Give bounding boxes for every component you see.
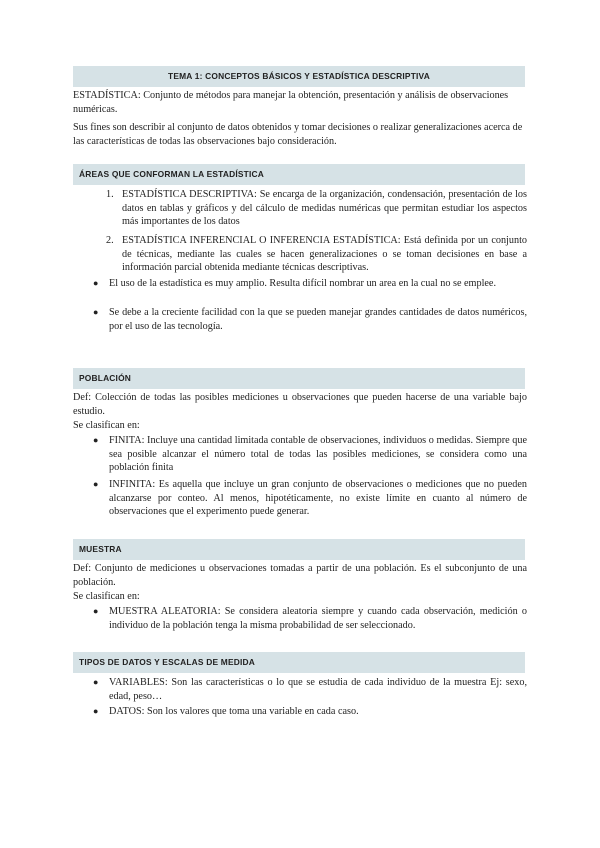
poblacion-classify: Se clasifican en:: [73, 420, 140, 431]
bullet-icon: ●: [93, 677, 99, 687]
bullet-icon: ●: [93, 706, 99, 716]
list-item-infinita: INFINITA: Es aquella que incluye un gran conjunto de observaciones o mediciones que no pueden alcanzarse por conteo. Al menos, hipotéticamente, no existe límite en cuanto al número de observaciones que el experimento puede generar.: [109, 479, 527, 518]
list-item-finita: FINITA: Incluye una cantidad limitada contable de observaciones, individuos o medidas. Siempre que sea posible alcanzar el número total de todas las posibles mediciones, se considera como una población finita: [109, 435, 527, 474]
page-title: TEMA 1: CONCEPTOS BÁSICOS Y ESTADÍSTICA DESCRIPTIVA: [73, 66, 525, 87]
bullet-icon: ●: [93, 278, 99, 288]
estadistica-definition: ESTADÍSTICA: Conjunto de métodos para manejar la obtención, presentación y análisis de observaciones numéricas.: [73, 90, 509, 115]
estadistica-purpose: Sus fines son describir al conjunto de datos obtenidos y tomar decisiones o realizar generalizaciones acerca de las características de todas las observaciones bajo consideración.: [73, 122, 523, 147]
bullet-icon: ●: [93, 479, 99, 489]
bullet-icon: ●: [93, 307, 99, 317]
poblacion-definition: Def: Colección de todas las posibles mediciones u observaciones que pueden hacerse de una variable bajo estudio.: [73, 392, 527, 417]
list-item-variables: VARIABLES: Son las características o lo que se estudia de cada individuo de la muestra Ej: sexo, edad, peso…: [109, 677, 527, 702]
section-heading-areas: ÁREAS QUE CONFORMAN LA ESTADÍSTICA: [73, 164, 525, 185]
list-number: 2.: [106, 235, 114, 246]
list-item-inferencial: ESTADÍSTICA INFERENCIAL O INFERENCIA ESTADÍSTICA: Está definida por un conjunto de técnicas, mediante las cuales se hacen generalizaciones o se toman decisiones en base a información parcial obtenida mediante técnicas descriptivas.: [122, 235, 527, 274]
section-heading-muestra: MUESTRA: [73, 539, 525, 560]
list-item-descriptiva: ESTADÍSTICA DESCRIPTIVA: Se encarga de la organización, condensación, presentación de los datos en tablas y gráficos y del cálculo de medidas numéricas que permitan estudiar los aspectos más importantes de los datos: [122, 189, 527, 228]
section-heading-tipos: TIPOS DE DATOS Y ESCALAS DE MEDIDA: [73, 652, 525, 673]
bullet-icon: ●: [93, 606, 99, 616]
bullet-icon: ●: [93, 435, 99, 445]
list-item-muestra-aleatoria: MUESTRA ALEATORIA: Se considera aleatoria siempre y cuando cada observación, medición o individuo de la población tenga la misma probabilidad de ser seleccionado.: [109, 606, 527, 631]
list-number: 1.: [106, 189, 114, 200]
list-item-datos: DATOS: Son los valores que toma una variable en cada caso.: [109, 706, 359, 717]
section-heading-poblacion: POBLACIÓN: [73, 368, 525, 389]
list-item-uso: El uso de la estadística es muy amplio. Resulta difícil nombrar un area en la cual no se emplee.: [109, 278, 497, 289]
muestra-classify: Se clasifican en:: [73, 591, 140, 602]
muestra-definition: Def: Conjunto de mediciones u observaciones tomadas a partir de una población. Es el subconjunto de una población.: [73, 563, 527, 588]
list-item-facilidad: Se debe a la creciente facilidad con la que se pueden manejar grandes cantidades de datos numéricos, por el uso de las tecnología.: [109, 307, 527, 332]
